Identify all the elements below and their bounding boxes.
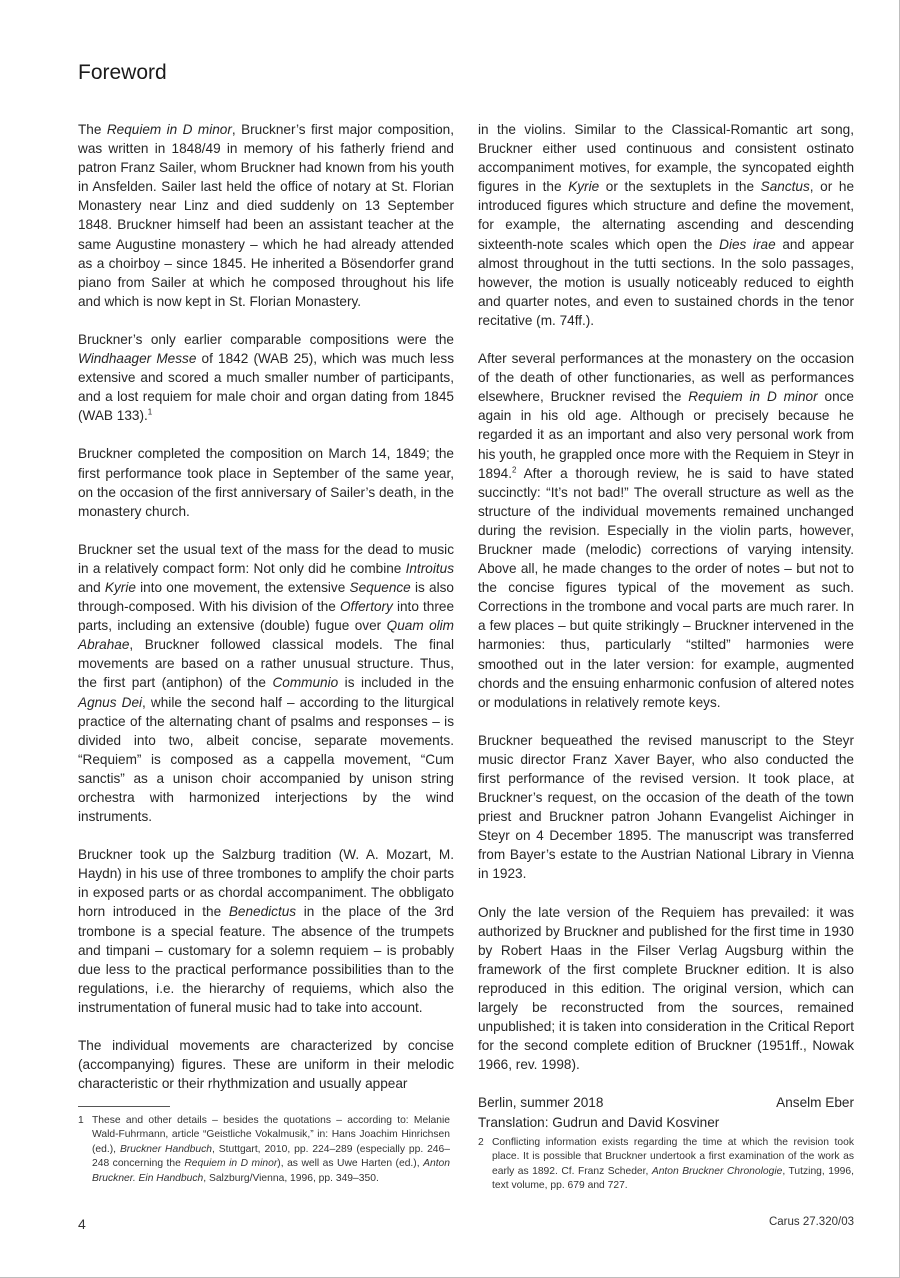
italic-text: Kyrie: [568, 179, 600, 195]
right-column: [478, 120, 854, 1151]
italic-text: Offertory: [339, 599, 393, 615]
signature-place-date: Berlin, summer 2018: [478, 1095, 604, 1111]
footnote-reference: 2: [512, 465, 517, 475]
italic-text: Kyrie: [104, 579, 136, 595]
paragraph: Bruckner took up the Salzburg tradition (W. A. Mozart, M. Haydn) in his use of three trombones to amplify the choir parts in exposed parts or as chordal accompaniment. The obbligato horn introduced in the Benedictus in the place of the 3rd trombone is a special feature. The absence of the trumpets and timpani – customary for a solemn requiem – is probably due less to the practical performance possibilities than to the regulations, i.e. the hierarchy of requiems, which also the instrumentation of funeral music had to take into account.: [78, 847, 454, 1015]
footnote-number: 2: [478, 1137, 484, 1148]
translation-credit: Translation: Gudrun and David Kosviner: [478, 1114, 720, 1130]
italic-text: Requiem in D minor: [184, 1158, 278, 1170]
italic-text: Communio: [272, 675, 339, 691]
paragraph: After several performances at the monastery on the occasion of the death of other functionaries, as well as performances elsewhere, Bruckner revised the Requiem in D minor once again in his old age. Although or precisely because he regarded it as an important and also very personal work from his youth, he grappled once more with the Requiem in Steyr in 1894.$^2$ After a thorough review, he is said to have stated succinctly: “It’s not bad!” The overall structure as well as the structure of the individual movements remained unchanged during the revision. Especially in the violin parts, however, Bruckner made (melodic) corrections of varying intensity. Above all, he made changes to the order of notes – but not to the concise figures typical of the movement as such. Corrections in the trombone and vocal parts are much rarer. In a few places – but quite strikingly – Bruckner intervened in the harmonies: thus, particularly “stilted” harmonies were smoothed out in the later version: for example, augmented chords and the ensuing enharmonic confusion of altered notes or modulations in relatively remote keys.: [478, 351, 854, 710]
italic-text: Anton Bruckner. Ein Handbuch: [92, 1158, 451, 1184]
signature: [478, 1093, 854, 1112]
signature-author: Anselm Eber: [776, 1095, 854, 1111]
footnote-text: Conflicting information exists regarding the time at which the revision took place. It is possible that Bruckner undertook a first examination of the work as early as 1892. Cf. Franz Scheder, Anton Bruckner Chronologie, Tutzing, 1996, text volume, pp. 679 and 727.: [492, 1137, 854, 1192]
footnote-number: 1: [78, 1115, 84, 1126]
paragraph: Bruckner’s only earlier comparable compositions were the Windhaager Messe of 1842 (WAB 25), which was much less extensive and scored a much smaller number of participants, and a lost requiem for male choir and organ dating from 1845 (WAB 133).$^1$: [78, 331, 455, 424]
publisher-reference: Carus 27.320/03: [768, 1216, 854, 1228]
footnote-reference: 1: [147, 407, 153, 417]
footnote-text: These and other details – besides the quotations – according to: Melanie Wald-Fuhrmann, article “Geistliche Vokalmusik,” in: Hans Joachim Hinrichsen (ed.), Bruckner Handbuch, Stuttgart, 2010, pp. 224–289 (especially pp. 246–248 concerning the Requiem in D minor), as well as Uwe Harten (ed.), Anton Bruckner. Ein Handbuch, Salzburg/Vienna, 1996, pp. 349–350.: [92, 1115, 451, 1184]
page-title: Foreword: [78, 61, 167, 84]
italic-text: Windhaager Messe: [78, 351, 197, 367]
paragraph: The individual movements are characterized by concise (accompanying) figures. These are uniform in their melodic characteristic or their rhythmization and usually appear: [78, 1038, 454, 1092]
paragraph: The Requiem in D minor, Bruckner’s first major composition, was written in 1848/49 in memory of his fatherly friend and patron Franz Sailer, whom Bruckner had known from his youth in Ansfelden. Sailer last held the office of notary at St. Florian Monastery near Linz and died suddenly on 13 September 1848. Bruckner himself had been an assistant teacher at the same Augustine monastery – which he had already attended as a choirboy – since 1845. He inherited a Bösendorfer grand piano from Sailer at which he composed throughout his life and which is now kept in St. Florian Monastery.: [78, 122, 455, 309]
italic-text: Dies irae: [719, 236, 776, 252]
paragraph: Bruckner completed the composition on March 14, 1849; the first performance took place in September of the same year, on the occasion of the first anniversary of Sailer’s death, in the monastery church.: [78, 446, 454, 519]
italic-text: Requiem in D minor: [106, 122, 232, 137]
italic-text: Anton Bruckner Chronologie: [651, 1165, 783, 1177]
footnote-rule: [78, 1106, 170, 1107]
italic-text: Requiem in D minor: [688, 389, 818, 405]
italic-text: Quam olim Abrahae: [78, 618, 455, 653]
footnote-2: [478, 1136, 854, 1194]
italic-text: Introitus: [405, 560, 454, 576]
paragraph: in the violins. Similar to the Classical-Romantic art song, Bruckner either used continuous and consistent ostinato accompaniment motives, for example, the syncopated eighth figures in the Kyrie or the sextuplets in the Sanctus, or he introduced figures which structure and define the movement, for example, the alternating ascending and descending sixteenth-note scales which open the Dies irae and appear almost throughout in the tutti sections. In the solo passages, however, the motion is usually noticeably reduced to eighth and quarter notes, and even to sustained chords in the tenor recitative (m. 74ff.).: [478, 122, 855, 328]
paragraph: Only the late version of the Requiem has prevailed: it was authorized by Bruckner and published for the first time in 1930 by Robert Haas in the Filser Verlag Augsburg within the framework of the first complete Bruckner edition. It is also reproduced in this edition. The original version, which can largely be reconstructed from the sources, remained unpublished; it is taken into consideration in the Critical Report for the second complete edition of Bruckner (1951ff., Nowak 1966, rev. 1998).: [478, 904, 854, 1073]
italic-text: Sequence: [349, 579, 411, 595]
italic-text: Sanctus: [760, 179, 810, 195]
left-column: [78, 120, 454, 1112]
italic-text: Benedictus: [228, 904, 297, 920]
paragraph: Bruckner set the usual text of the mass for the dead to music in a relatively compact form: Not only did he combine Introitus and Kyrie into one movement, the extensive Sequence is also through-composed. With his division of the Offertory into three parts, including an extensive (double) fugue over Quam olim Abrahae, Bruckner followed classical models. The final movements are based on a rather unusual structure. Thus, the first part (antiphon) of the Communio is included in the Agnus Dei, while the second half – according to the liturgical practice of the alternating chant of psalms and responses – is divided into two, albeit concise, separate movements. “Requiem” is composed as a cappella movement, “Cum sanctis” as a unison choir accompanied by unison string orchestra with harmonized interjections by the wind instruments.: [78, 541, 455, 825]
paragraph: Bruckner bequeathed the revised manuscript to the Steyr music director Franz Xaver Bayer, who also conducted the first performance of the revised version. It took place, at Bruckner’s request, on the occasion of the death of the town priest and Bruckner patron Johann Evangelist Aichinger in Steyr on 4 December 1895. The manuscript was transferred from Bayer’s estate to the Austrian National Library in Vienna in 1923.: [478, 732, 854, 882]
italic-text: Agnus Dei: [78, 694, 143, 710]
italic-text: Bruckner Handbuch: [119, 1143, 212, 1155]
footnote-1: [78, 1114, 450, 1186]
page-number: 4: [78, 1216, 86, 1232]
